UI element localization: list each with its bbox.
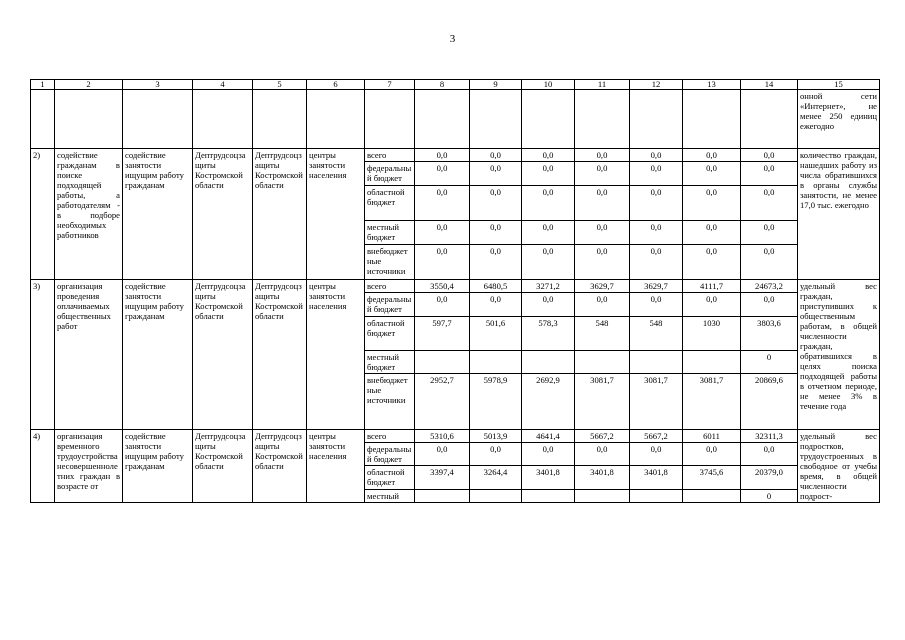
coordinator-cell: Дептрудсоцзащиты Костромской области — [193, 149, 253, 280]
funding-source: местный — [365, 489, 415, 502]
amount-cell: 0,0 — [522, 221, 575, 245]
task-cell: содействие занятости ищущим работу гражданам — [123, 280, 193, 430]
amount-cell: 24673,2 — [741, 280, 798, 293]
column-number: 5 — [253, 80, 307, 90]
amount-cell: 501,6 — [470, 317, 522, 351]
amount-cell: 6480,5 — [470, 280, 522, 293]
amount-cell: 3745,6 — [683, 466, 741, 489]
funding-source: федеральный бюджет — [365, 443, 415, 466]
amount-cell: 5310,6 — [415, 430, 470, 443]
amount-cell: 0,0 — [522, 293, 575, 317]
amount-cell: 0 — [741, 489, 798, 502]
amount-cell: 5667,2 — [575, 430, 630, 443]
amount-cell: 0,0 — [630, 186, 683, 221]
measure-name: содействие гражданам в поиске подходящей работы, а работодателям - в подборе необходимых работников — [55, 149, 123, 280]
amount-cell: 0,0 — [415, 443, 470, 466]
amount-cell — [470, 351, 522, 374]
amount-cell: 0,0 — [741, 221, 798, 245]
amount-cell: 578,3 — [522, 317, 575, 351]
indicator-cell: удельный вес граждан, приступивших к общественным работам, в общей численности граждан, обратившихся в целях поиска подходящей работы в отчетном периоде, не менее 3% в течение года — [798, 280, 880, 430]
amount-cell: 0,0 — [470, 162, 522, 186]
amount-cell: 0,0 — [522, 245, 575, 280]
amount-cell — [415, 351, 470, 374]
column-number: 6 — [307, 80, 365, 90]
amount-cell: 0,0 — [575, 443, 630, 466]
amount-cell: 0,0 — [683, 221, 741, 245]
amount-cell — [470, 489, 522, 502]
executor-cell: центры занятости населения — [307, 280, 365, 430]
amount-cell: 5013,9 — [470, 430, 522, 443]
column-number: 9 — [470, 80, 522, 90]
column-number: 14 — [741, 80, 798, 90]
amount-cell: 0,0 — [683, 245, 741, 280]
measure-number: 4) — [31, 430, 55, 503]
amount-cell: 20869,6 — [741, 374, 798, 430]
column-number: 12 — [630, 80, 683, 90]
funding-source: внебюджетные источники — [365, 374, 415, 430]
amount-cell: 3081,7 — [575, 374, 630, 430]
table-row — [31, 280, 880, 293]
amount-cell: 0,0 — [522, 149, 575, 162]
amount-cell: 4641,4 — [522, 430, 575, 443]
measure-number: 2) — [31, 149, 55, 280]
amount-cell: 2692,9 — [522, 374, 575, 430]
amount-cell: 0,0 — [575, 293, 630, 317]
amount-cell: 0,0 — [630, 245, 683, 280]
responsible-cell: Дептрудсоцзащиты Костромской области — [253, 430, 307, 503]
amount-cell: 0,0 — [470, 186, 522, 221]
funding-source: областной бюджет — [365, 466, 415, 489]
column-number: 10 — [522, 80, 575, 90]
amount-cell: 0,0 — [741, 245, 798, 280]
amount-cell — [415, 489, 470, 502]
amount-cell: 0,0 — [741, 162, 798, 186]
amount-cell: 0,0 — [741, 186, 798, 221]
amount-cell: 3401,8 — [575, 466, 630, 489]
amount-cell: 548 — [630, 317, 683, 351]
table-row — [31, 149, 880, 162]
column-number: 8 — [415, 80, 470, 90]
column-number: 3 — [123, 80, 193, 90]
amount-cell: 0,0 — [470, 443, 522, 466]
amount-cell — [683, 351, 741, 374]
amount-cell: 0,0 — [630, 162, 683, 186]
amount-cell: 0,0 — [683, 186, 741, 221]
amount-cell: 3401,8 — [522, 466, 575, 489]
amount-cell: 1030 — [683, 317, 741, 351]
table-row — [31, 430, 880, 443]
indicator-cell: удельный вес подростков, трудоустроенных в свободное от учебы время, в общей численности подрост- — [798, 430, 880, 503]
amount-cell: 0,0 — [415, 245, 470, 280]
column-number: 15 — [798, 80, 880, 90]
amount-cell: 3271,2 — [522, 280, 575, 293]
amount-cell — [522, 351, 575, 374]
amount-cell — [683, 489, 741, 502]
amount-cell: 0,0 — [630, 293, 683, 317]
amount-cell: 0,0 — [741, 443, 798, 466]
amount-cell: 548 — [575, 317, 630, 351]
executor-cell: центры занятости населения — [307, 430, 365, 503]
amount-cell: 32311,3 — [741, 430, 798, 443]
amount-cell: 3401,8 — [630, 466, 683, 489]
amount-cell: 4111,7 — [683, 280, 741, 293]
amount-cell: 5978,9 — [470, 374, 522, 430]
amount-cell — [575, 489, 630, 502]
coordinator-cell: Дептрудсоцзащиты Костромской области — [193, 430, 253, 503]
amount-cell: 0,0 — [470, 245, 522, 280]
funding-source: всего — [365, 280, 415, 293]
funding-source: областной бюджет — [365, 317, 415, 351]
amount-cell: 0,0 — [415, 149, 470, 162]
program-table — [30, 79, 880, 503]
amount-cell: 0,0 — [741, 293, 798, 317]
responsible-cell: Дептрудсоцзащиты Костромской области — [253, 280, 307, 430]
amount-cell — [630, 489, 683, 502]
amount-cell: 0,0 — [470, 221, 522, 245]
measure-name: организация временного трудоустройства несовершеннолетних граждан в возрасте от — [55, 430, 123, 503]
column-number: 13 — [683, 80, 741, 90]
amount-cell: 3264,4 — [470, 466, 522, 489]
amount-cell: 0,0 — [522, 186, 575, 221]
amount-cell: 3397,4 — [415, 466, 470, 489]
funding-source: областной бюджет — [365, 186, 415, 221]
task-cell: содействие занятости ищущим работу гражданам — [123, 149, 193, 280]
amount-cell — [522, 489, 575, 502]
amount-cell: 0,0 — [415, 162, 470, 186]
amount-cell: 3550,4 — [415, 280, 470, 293]
page-number: 3 — [449, 33, 456, 45]
amount-cell: 0,0 — [470, 293, 522, 317]
column-number-row — [31, 80, 880, 90]
amount-cell: 0,0 — [683, 293, 741, 317]
amount-cell: 3629,7 — [575, 280, 630, 293]
funding-source: внебюджетные источники — [365, 245, 415, 280]
funding-source: всего — [365, 149, 415, 162]
column-number: 4 — [193, 80, 253, 90]
amount-cell: 0,0 — [741, 149, 798, 162]
funding-source: местный бюджет — [365, 221, 415, 245]
funding-source: федеральный бюджет — [365, 293, 415, 317]
amount-cell: 0,0 — [683, 149, 741, 162]
amount-cell: 0 — [741, 351, 798, 374]
amount-cell: 0,0 — [415, 293, 470, 317]
column-number: 7 — [365, 80, 415, 90]
amount-cell: 6011 — [683, 430, 741, 443]
amount-cell: 0,0 — [630, 221, 683, 245]
amount-cell: 3081,7 — [630, 374, 683, 430]
amount-cell: 0,0 — [683, 162, 741, 186]
amount-cell: 0,0 — [415, 186, 470, 221]
indicator-cell: онной сети «Интернет», не менее 250 единиц ежегодно — [798, 90, 880, 149]
amount-cell: 0,0 — [575, 149, 630, 162]
measure-name: организация проведения оплачиваемых общественных работ — [55, 280, 123, 430]
funding-source: местный бюджет — [365, 351, 415, 374]
continuation-row — [31, 90, 880, 149]
funding-source: всего — [365, 430, 415, 443]
amount-cell: 0,0 — [522, 162, 575, 186]
amount-cell: 2952,7 — [415, 374, 470, 430]
amount-cell — [575, 351, 630, 374]
amount-cell: 3081,7 — [683, 374, 741, 430]
responsible-cell: Дептрудсоцзащиты Костромской области — [253, 149, 307, 280]
amount-cell: 20379,0 — [741, 466, 798, 489]
indicator-cell: количество граждан, нашедших работу из числа обратившихся в органы службы занятости, не менее 17,0 тыс. ежегодно — [798, 149, 880, 280]
amount-cell: 3629,7 — [630, 280, 683, 293]
amount-cell: 3803,6 — [741, 317, 798, 351]
amount-cell: 597,7 — [415, 317, 470, 351]
amount-cell — [630, 351, 683, 374]
amount-cell: 0,0 — [522, 443, 575, 466]
measure-number: 3) — [31, 280, 55, 430]
funding-source: федеральный бюджет — [365, 162, 415, 186]
amount-cell: 5667,2 — [630, 430, 683, 443]
amount-cell: 0,0 — [575, 221, 630, 245]
column-number: 2 — [55, 80, 123, 90]
amount-cell: 0,0 — [575, 186, 630, 221]
amount-cell: 0,0 — [575, 162, 630, 186]
amount-cell: 0,0 — [415, 221, 470, 245]
column-number: 1 — [31, 80, 55, 90]
task-cell: содействие занятости ищущим работу гражданам — [123, 430, 193, 503]
amount-cell: 0,0 — [575, 245, 630, 280]
amount-cell: 0,0 — [470, 149, 522, 162]
amount-cell: 0,0 — [683, 443, 741, 466]
amount-cell: 0,0 — [630, 443, 683, 466]
column-number: 11 — [575, 80, 630, 90]
coordinator-cell: Дептрудсоцзащиты Костромской области — [193, 280, 253, 430]
amount-cell: 0,0 — [630, 149, 683, 162]
executor-cell: центры занятости населения — [307, 149, 365, 280]
